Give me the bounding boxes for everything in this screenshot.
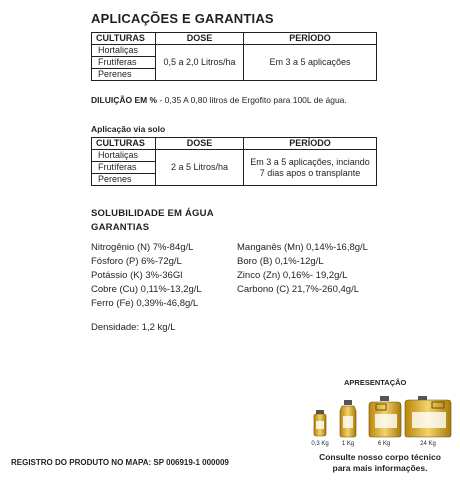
guarantees-heading: GARANTIAS xyxy=(91,222,150,233)
soil-application-table xyxy=(91,137,377,186)
density-text: Densidade: 1,2 kg/L xyxy=(91,322,176,333)
crop-cell: Frutíferas xyxy=(92,57,156,69)
bottle-icon xyxy=(340,400,356,437)
guarantee-item: Nitrogênio (N) 7%-84g/L xyxy=(91,242,194,253)
table-header-row xyxy=(92,138,377,150)
guarantee-item: Fósforo (P) 6%-72g/L xyxy=(91,256,182,267)
crop-cell: Hortaliças xyxy=(92,45,156,57)
guarantee-item: Cobre (Cu) 0,11%-13,2g/L xyxy=(91,284,202,295)
table-header-row xyxy=(92,33,377,45)
period-cell xyxy=(244,150,377,186)
crop-cell: Perenes xyxy=(92,174,156,186)
table-row xyxy=(92,45,377,57)
period-line: 7 dias apos o transplante xyxy=(259,167,361,178)
header-cultures: CULTURAS xyxy=(92,33,156,45)
size-label: 0,3 Kg xyxy=(311,441,329,447)
size-label: 6 Kg xyxy=(377,441,391,447)
dose-cell: 2 a 5 Litros/ha xyxy=(156,150,244,186)
dose-cell: 0,5 a 2,0 Litros/ha xyxy=(156,45,244,81)
period-cell: Em 3 a 5 aplicações xyxy=(244,45,377,81)
packaging-illustration xyxy=(306,394,454,440)
dilution-label: DILUIÇÃO EM % xyxy=(91,95,160,105)
period-line: Em 3 a 5 aplicações, inciando xyxy=(250,156,370,167)
guarantee-item: Manganês (Mn) 0,14%-16,8g/L xyxy=(237,242,368,253)
solubility-heading: SOLUBILIDADE EM ÁGUA xyxy=(91,208,214,219)
page-title: APLICAÇÕES E GARANTIAS xyxy=(91,11,274,26)
guarantee-item: Carbono (C) 21,7%-260,4g/L xyxy=(237,284,359,295)
presentation-title: APRESENTAÇÃO xyxy=(344,378,407,387)
crop-cell: Hortaliças xyxy=(92,150,156,162)
dilution-text: - 0,35 A 0,80 litros de Ergofito para 100L de água. xyxy=(159,95,347,105)
header-period: PERÍODO xyxy=(244,138,377,150)
crop-cell: Frutíferas xyxy=(92,162,156,174)
soil-application-label: Aplicação via solo xyxy=(91,124,166,134)
registration-number: REGISTRO DO PRODUTO NO MAPA: SP 006919-1 000009 xyxy=(11,458,229,467)
header-period: PERÍODO xyxy=(244,33,377,45)
guarantee-item: Ferro (Fe) 0,39%-46,8g/L xyxy=(91,298,199,309)
header-dose: DOSE xyxy=(156,33,244,45)
guarantee-item: Potássio (K) 3%-36Gl xyxy=(91,270,183,281)
crop-cell: Perenes xyxy=(92,69,156,81)
header-cultures: CULTURAS xyxy=(92,138,156,150)
small-bottle-icon xyxy=(314,410,326,436)
table-row xyxy=(92,150,377,162)
large-canister-icon xyxy=(405,396,451,437)
guarantee-item: Boro (B) 0,1%-12g/L xyxy=(237,256,324,267)
jug-icon xyxy=(369,396,401,437)
application-table xyxy=(91,32,377,81)
guarantee-item: Zinco (Zn) 0,16%- 19,2g/L xyxy=(237,270,348,281)
size-label: 24 Kg xyxy=(420,441,436,447)
header-dose: DOSE xyxy=(156,138,244,150)
consult-line: Consulte nosso corpo técnico xyxy=(319,452,441,462)
dilution-note xyxy=(91,95,347,105)
consult-note xyxy=(300,452,460,474)
size-label: 1 Kg xyxy=(341,441,355,447)
consult-line: para mais informações. xyxy=(332,463,428,473)
